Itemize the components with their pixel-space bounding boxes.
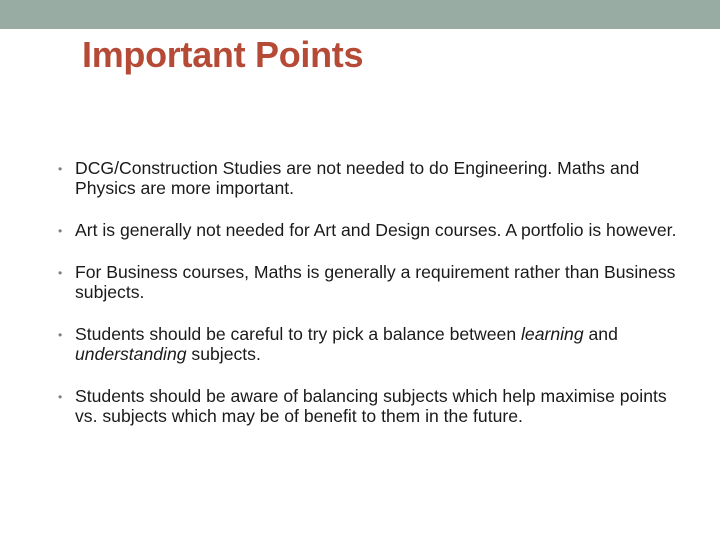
bullet-marker: •	[58, 328, 63, 342]
bullet-text: Students should be aware of balancing subjects which help maximise points vs. subjects which may be of benefit to them in the future.	[75, 386, 667, 426]
bullet-item	[58, 386, 678, 426]
bullet-list	[58, 158, 678, 448]
slide-title: Important Points	[82, 34, 364, 75]
bullet-text-before: Students should be careful to try pick a balance between	[75, 324, 521, 344]
bullet-item	[58, 262, 678, 302]
bullet-item	[58, 220, 678, 240]
bullet-marker: •	[58, 266, 63, 280]
bullet-marker: •	[58, 162, 63, 176]
bullet-marker: •	[58, 390, 63, 404]
bullet-item	[58, 158, 678, 198]
bullet-marker: •	[58, 224, 63, 238]
bullet-text: For Business courses, Maths is generally a requirement rather than Business subjects.	[75, 262, 676, 302]
bullet-text-after: subjects.	[186, 344, 261, 364]
emphasis-learning: learning	[521, 324, 584, 344]
bullet-text-middle: and	[583, 324, 618, 344]
bullet-item	[58, 324, 678, 364]
emphasis-understanding: understanding	[75, 344, 187, 364]
bullet-text: Art is generally not needed for Art and Design courses. A portfolio is however.	[75, 220, 677, 240]
slide-header-bar	[0, 0, 720, 29]
bullet-text: DCG/Construction Studies are not needed to do Engineering. Maths and Physics are more important.	[75, 158, 640, 198]
